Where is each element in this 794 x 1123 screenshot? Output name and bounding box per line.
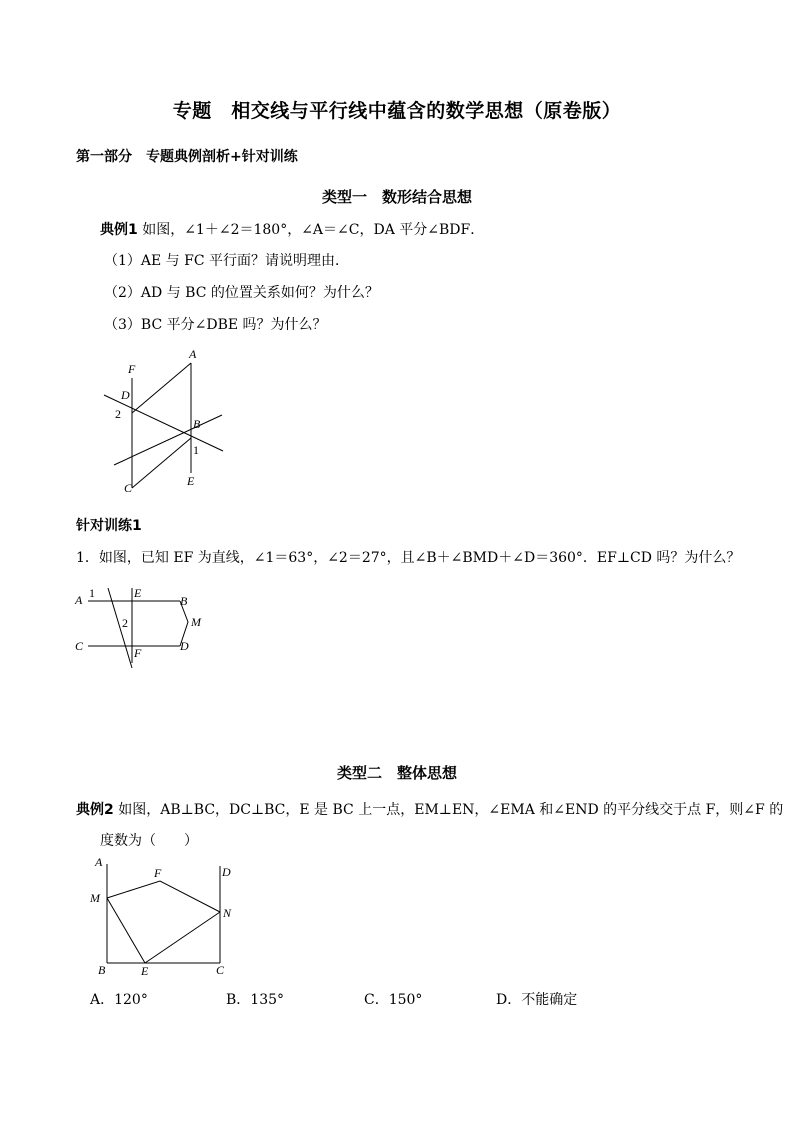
example-2-stem [76,799,783,819]
practice-1-label: 针对训练1 [76,518,142,534]
label-angle-2: 2 [115,407,121,421]
label-f: F [128,362,136,376]
option-c[interactable]: C．150° [364,992,423,1008]
label-e: E [187,474,195,488]
label-c: C [124,481,133,495]
label-d: D [222,865,231,879]
example-1-label: 典例1 [100,222,138,238]
label-f: F [134,646,142,660]
option-d[interactable]: D．不能确定 [496,992,578,1008]
label-n: N [223,906,232,920]
segment-cb [132,438,191,488]
transversal [108,588,132,668]
option-a[interactable]: A．120° [90,992,148,1008]
figure-1 [90,345,240,495]
example-1-text: 如图，∠1＋∠2＝180°，∠A＝∠C，DA 平分∠BDF． [142,222,485,238]
page-title: 专题 相交线与平行线中蕴含的数学思想（原卷版） [172,100,622,122]
label-angle-1: 1 [193,443,199,457]
example-1-q1: （1）AE 与 FC 平行面？请说明理由． [104,253,350,269]
section-heading-2: 类型二 整体思想 [336,764,457,782]
label-m: M [90,891,100,905]
example-1-q2: （2）AD 与 BC 的位置关系如何？为什么？ [104,285,379,301]
practice-1-question: 1．如图，已知 EF 为直线，∠1＝63°，∠2＝27°，且∠B＋∠BMD＋∠D＝360°．EF⊥CD 吗？为什么？ [76,550,741,566]
example-1-stem [100,219,484,239]
section-heading-1: 类型一 数形结合思想 [321,188,472,206]
label-c: C [216,963,225,977]
label-d: D [180,639,189,653]
label-e: E [134,586,142,600]
example-2-label: 典例2 [76,802,114,818]
label-a: A [95,855,103,869]
label-m: M [191,615,201,629]
label-angle-1: 1 [89,586,95,600]
segment-me [107,898,145,963]
example-1-q3: （3）BC 平分∠DBE 吗？为什么？ [104,317,327,333]
part-heading: 第一部分 专题典例剖析+针对训练 [76,149,298,165]
label-b: B [180,594,188,608]
example-2-text: 如图，AB⊥BC，DC⊥BC，E 是 BC 上一点，EM⊥EN，∠EMA 和∠END 的平分线交于点 F，则∠F 的 [118,802,784,818]
label-angle-2: 2 [122,616,128,630]
segment-da [132,363,191,413]
label-b: B [98,963,106,977]
label-a: A [75,593,83,607]
segment-en [145,912,220,963]
label-c: C [75,639,84,653]
polyline-mfn [107,881,220,912]
example-2-stem-cont: 度数为（ ） [100,833,198,849]
label-a: A [189,347,197,361]
label-b: B [193,417,201,431]
label-f: F [154,866,162,880]
option-b[interactable]: B．135° [226,992,285,1008]
figure-3 [85,852,245,980]
label-e: E [141,964,149,978]
label-d: D [121,388,130,402]
figure-2 [70,578,220,673]
